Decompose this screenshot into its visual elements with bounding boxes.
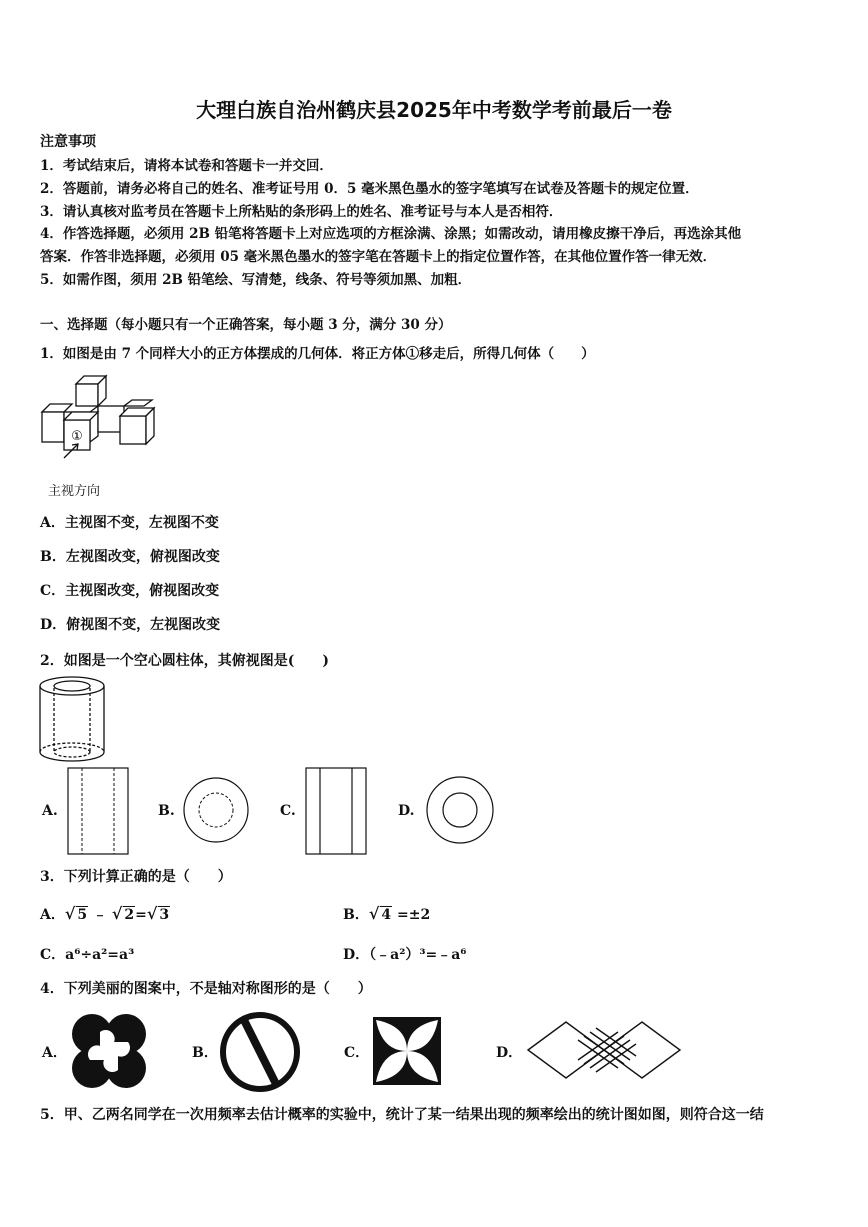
question-stem: 3．下列计算正确的是（ ） — [40, 869, 232, 885]
question-stem: 4．下列美丽的图案中，不是轴对称图形的是（ ） — [40, 981, 372, 997]
option-b: B．左视图改变，俯视图改变 — [40, 549, 220, 565]
option-d-figure — [526, 1018, 682, 1082]
option-a-label: A． — [40, 907, 65, 923]
notice-item: 5．如需作图，须用 2B 铅笔绘、写清楚，线条、符号等须加黑、加粗． — [40, 272, 472, 288]
notice-item: 4．作答选择题，必须用 2B 铅笔将答题卡上对应选项的方框涂满、涂黑；如需改动，请用橡皮擦干净后，再选涂其他 — [40, 226, 742, 242]
option-d-label: D． — [343, 947, 370, 963]
equals-sign: = — [135, 907, 147, 923]
section-heading: 一、选择题（每小题只有一个正确答案，每小题 3 分，满分 30 分） — [40, 317, 452, 333]
option-d: D．俯视图不变，左视图改变 — [40, 617, 221, 633]
notice-heading: 注意事项 — [40, 134, 96, 150]
option-b-label: B. — [158, 803, 175, 819]
radicand: 5 — [77, 907, 88, 923]
option-d-figure — [424, 774, 496, 846]
notice-item: 3．请认真核对监考员在答题卡上所粘贴的条形码上的姓名、准考证号与本人是否相符． — [40, 204, 563, 220]
page-title: 大理白族自治州鹤庆县2025年中考数学考前最后一卷 — [196, 98, 672, 122]
notice-item: 2．答题前，请务必将自己的姓名、准考证号用 0．5 毫米黑色墨水的签字笔填写在试卷及答题卡的规定位置． — [40, 181, 699, 197]
option-d-label: D. — [398, 803, 415, 819]
option-c — [40, 944, 134, 964]
option-c-text: a⁶÷a²=a³ — [65, 947, 135, 963]
question-stem: 2．如图是一个空心圆柱体，其俯视图是( ) — [40, 653, 329, 669]
radicand: 3 — [159, 907, 170, 923]
option-c: C．主视图改变，俯视图改变 — [40, 583, 220, 599]
option-b-label: B． — [192, 1045, 218, 1061]
question-stem: 5．甲、乙两名同学在一次用频率去估计概率的实验中，统计了某一结果出现的频率绘出的统计图如图，则符合这一结 — [40, 1107, 764, 1123]
option-d — [343, 944, 466, 964]
option-a-label: A. — [42, 803, 58, 819]
notice-item: 答案．作答非选择题，必须用 05 毫米黑色墨水的签字笔在答题卡上的指定位置作答，在其他位置作答一律无效． — [40, 249, 717, 265]
option-c-figure — [372, 1016, 442, 1086]
question-stem: 1．如图是由 7 个同样大小的正方体摆成的几何体．将正方体①移走后，所得几何体（ ） — [40, 346, 595, 362]
option-b: B．√ 4 =±2 — [343, 904, 431, 923]
hollow-cylinder-figure — [38, 676, 110, 764]
option-a: A．主视图不变，左视图不变 — [40, 515, 219, 531]
option-a-figure — [66, 766, 130, 856]
option-d-label: D． — [496, 1045, 523, 1061]
option-c-label: C. — [280, 803, 296, 819]
cube-stack-figure — [38, 372, 173, 462]
radicand: 2 — [124, 907, 135, 923]
option-a-label: A． — [42, 1045, 67, 1061]
option-a: A．√ 5 ﹣ √ 2=√ 3 — [40, 904, 170, 923]
option-b-label: B． — [343, 907, 369, 923]
option-b-text: =±2 — [392, 907, 431, 923]
view-direction-label: 主视方向 — [48, 484, 101, 499]
option-c-label: C． — [40, 947, 66, 963]
option-b-figure — [218, 1010, 302, 1094]
minus-sign: ﹣ — [93, 907, 108, 923]
notice-item: 1．考试结束后，请将本试卷和答题卡一并交回． — [40, 158, 333, 174]
option-a-figure — [70, 1012, 148, 1090]
radicand: 4 — [381, 907, 392, 923]
option-c-figure — [304, 766, 368, 856]
cube-mark-label: ① — [71, 429, 83, 444]
option-b-figure — [182, 776, 250, 844]
option-c-label: C． — [344, 1045, 370, 1061]
option-d-text: （﹣a²）³=﹣a⁶ — [369, 947, 467, 963]
